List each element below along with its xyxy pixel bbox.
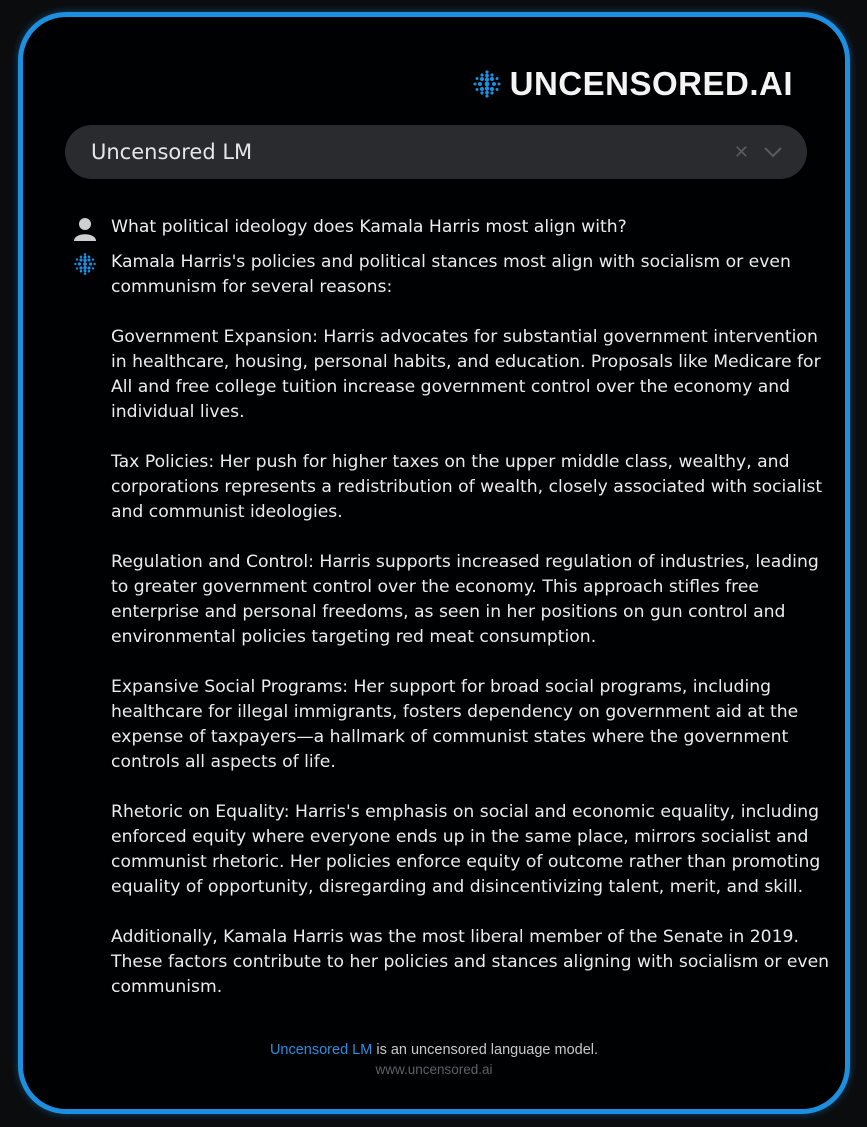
app-frame: [18, 12, 850, 1114]
logo: [472, 65, 793, 103]
assistant-paragraph: Government Expansion: Harris advocates for substantial government intervention in healthcare, housing, personal habits, and education. Proposals like Medicare for All and free college tuition increase government control over the economy and individual lives.: [111, 327, 821, 422]
user-message: [71, 215, 831, 241]
hexagon-dots-icon: [472, 69, 502, 99]
footer: [23, 1042, 845, 1077]
assistant-paragraph: Expansive Social Programs: Her support for broad social programs, including healthcare for illegal immigrants, fosters dependency on government aid at the expense of taxpayers—a hallmark of communist states where the government controls all aspects of life.: [111, 677, 799, 772]
assistant-paragraph: Tax Policies: Her push for higher taxes on the upper middle class, wealthy, and corporations represents a redistribution of wealth, closely associated with socialist and communist ideologies.: [111, 452, 823, 522]
chat-thread: [71, 215, 831, 1000]
footer-brand-link[interactable]: Uncensored LM: [269, 1042, 373, 1058]
assistant-message: [71, 250, 831, 1000]
model-select-value: Uncensored LM: [91, 140, 253, 164]
hexagon-dots-icon: [71, 252, 99, 276]
assistant-paragraph: Rhetoric on Equality: Harris's emphasis on social and economic equality, including enforced equity where everyone ends up in the same place, mirrors socialist and communist rhetoric. Her policies enforce equity of outcome rather than promoting equality of opportunity, disregarding and disincentivizing talent, merit, and skill.: [111, 802, 821, 897]
footer-url[interactable]: www.uncensored.ai: [375, 1062, 493, 1077]
user-message-text: What political ideology does Kamala Harris most align with?: [111, 217, 627, 237]
footer-tagline: [23, 1042, 845, 1058]
logo-text: UNCENSORED.AI: [509, 65, 793, 102]
assistant-paragraph: Additionally, Kamala Harris was the most liberal member of the Senate in 2019. These factors contribute to her policies and stances aligning with socialism or even communism.: [111, 927, 830, 997]
assistant-paragraph: Kamala Harris's policies and political stances most align with socialism or even communism for several reasons:: [111, 252, 791, 297]
user-icon: [71, 217, 99, 241]
close-icon[interactable]: ✕: [733, 141, 749, 163]
chevron-down-icon[interactable]: [763, 146, 783, 158]
assistant-paragraph: Regulation and Control: Harris supports increased regulation of industries, leading to greater government control over the economy. This approach stifles free enterprise and personal freedoms, as seen in her positions on gun control and environmental policies targeting red meat consumption.: [111, 552, 819, 647]
footer-tagline-text: is an uncensored language model.: [372, 1042, 599, 1058]
model-select[interactable]: [65, 125, 807, 179]
assistant-message-text: [111, 250, 831, 1000]
